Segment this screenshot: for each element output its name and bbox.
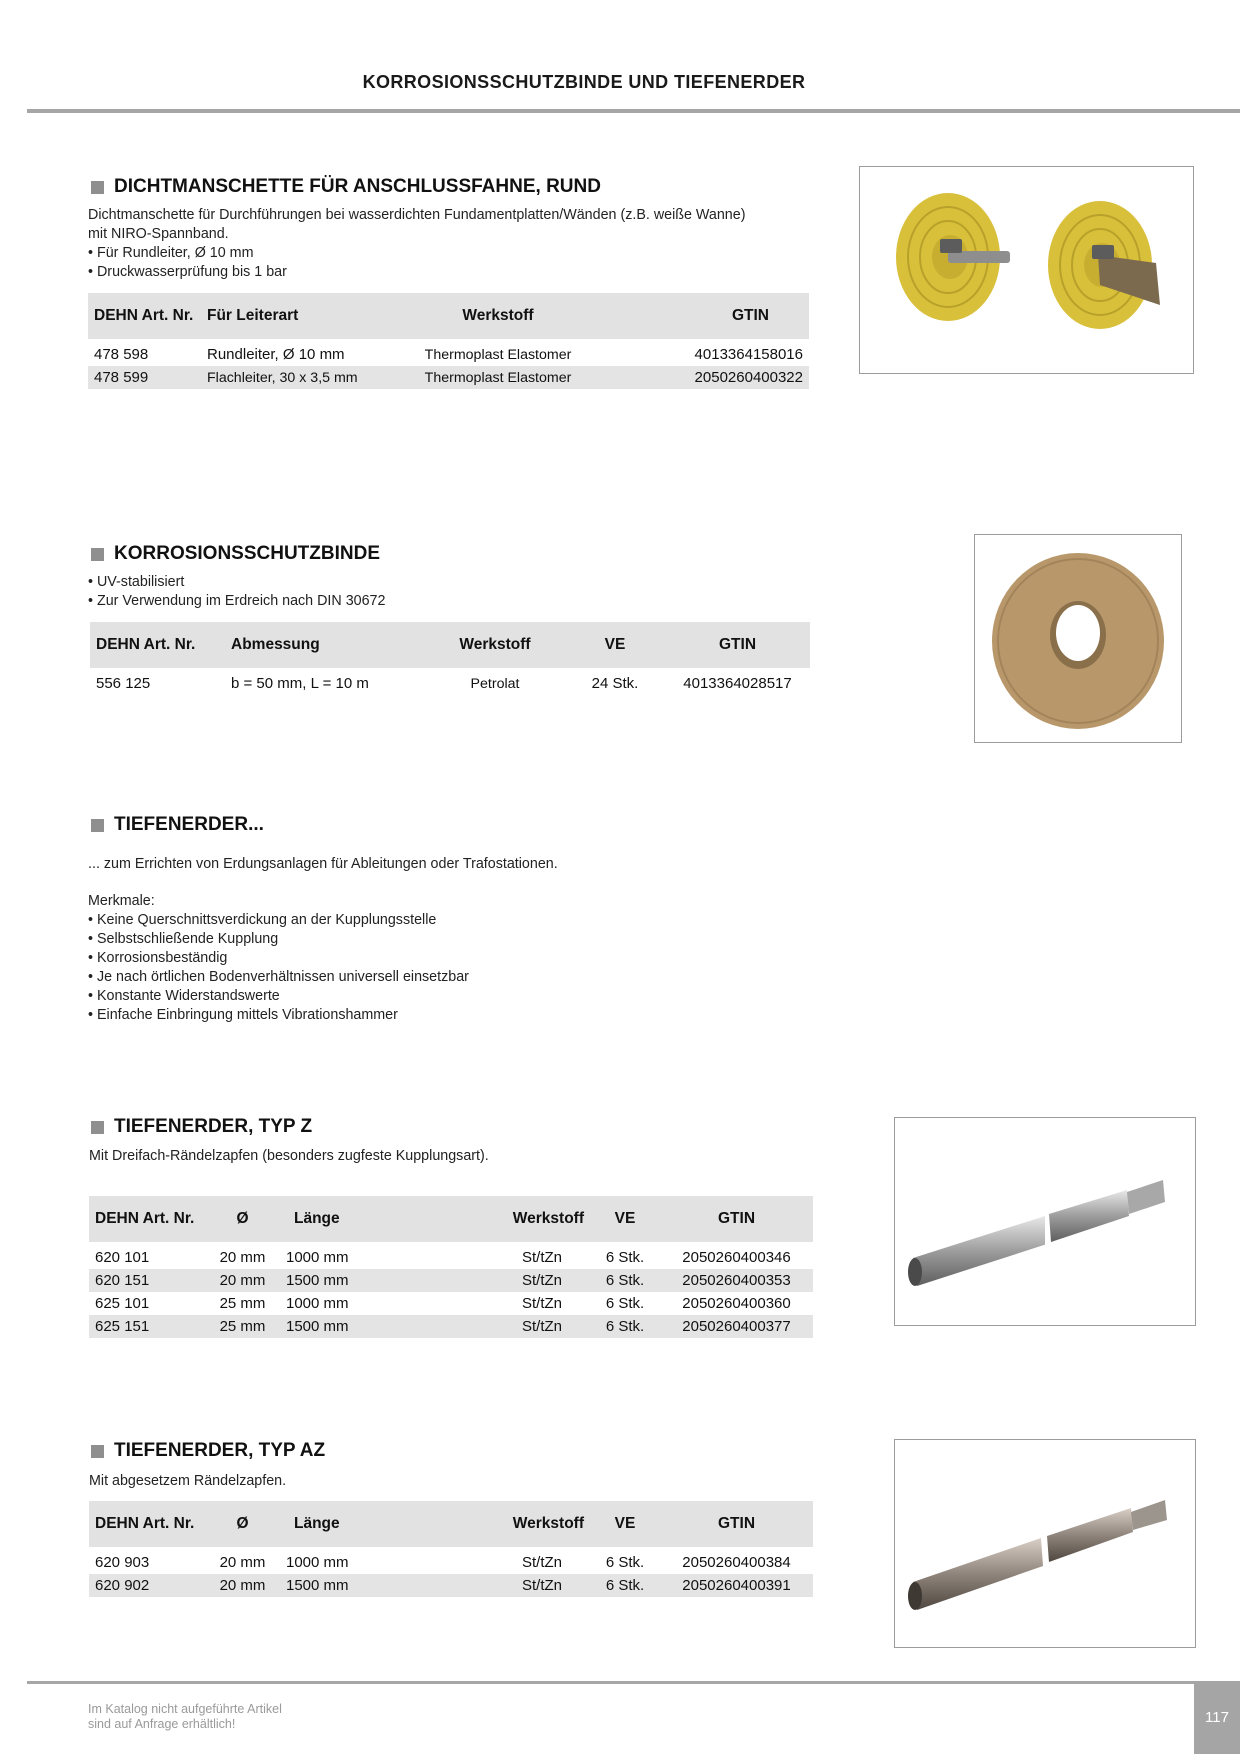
cell-art-nr: 478 599 xyxy=(94,369,149,386)
column-header: Werkstoff xyxy=(459,636,531,653)
footer-line: Im Katalog nicht aufgeführte Artikel xyxy=(88,1702,282,1716)
square-bullet-icon xyxy=(91,1121,104,1134)
cell-durchmesser: 20 mm xyxy=(219,1577,266,1594)
cell-ve: 6 Stk. xyxy=(605,1249,645,1266)
column-header: Abmessung xyxy=(231,636,320,653)
table-row xyxy=(88,366,809,389)
description-line: • Zur Verwendung im Erdreich nach DIN 30672 xyxy=(88,593,386,609)
description-line: mit NIRO-Spannband. xyxy=(88,226,229,242)
cell-werkstoff: St/tZn xyxy=(521,1295,562,1312)
table-row xyxy=(89,1242,813,1269)
earth-rod-az-illustration xyxy=(895,1440,1195,1647)
section-heading-typ-az xyxy=(91,1440,325,1462)
description-line: Dichtmanschette für Durchführungen bei wasserdichten Fundamentplatten/Wänden (z.B. weiße Wanne) xyxy=(88,207,746,223)
footer-note xyxy=(88,1702,282,1732)
feature-item: • Je nach örtlichen Bodenverhältnissen universell einsetzbar xyxy=(88,969,469,985)
cell-art-nr: 620 151 xyxy=(95,1272,150,1289)
column-header: DEHN Art. Nr. xyxy=(94,307,194,324)
cell-durchmesser: 20 mm xyxy=(219,1554,266,1571)
column-header: Ø xyxy=(236,1515,249,1532)
column-header: Werkstoff xyxy=(512,1515,584,1532)
footer-divider xyxy=(27,1681,1194,1684)
section-heading-typ-z xyxy=(91,1116,312,1138)
earth-rod-z-illustration xyxy=(895,1118,1195,1325)
cell-ve: 6 Stk. xyxy=(605,1554,645,1571)
tape-roll-illustration xyxy=(975,535,1181,742)
feature-item: • Selbstschließende Kupplung xyxy=(88,931,279,947)
cell-werkstoff: St/tZn xyxy=(521,1272,562,1289)
column-header: GTIN xyxy=(717,1210,756,1227)
column-header: VE xyxy=(604,636,626,653)
cell-art-nr: 625 101 xyxy=(95,1295,150,1312)
cell-werkstoff: St/tZn xyxy=(521,1318,562,1335)
column-header: Werkstoff xyxy=(512,1210,584,1227)
product-image-korrosionsschutzbinde xyxy=(974,534,1182,743)
cell-art-nr: 620 101 xyxy=(95,1249,150,1266)
table-header-row xyxy=(88,293,809,339)
column-header: Länge xyxy=(294,1210,340,1227)
table-row xyxy=(89,1574,813,1597)
product-table-typ-z xyxy=(89,1196,813,1338)
cell-leiterart: Flachleiter, 30 x 3,5 mm xyxy=(207,369,358,386)
square-bullet-icon xyxy=(91,181,104,194)
cell-laenge: 1500 mm xyxy=(286,1318,349,1335)
product-table-korrosionsschutzbinde xyxy=(90,622,810,695)
column-header: GTIN xyxy=(717,1515,756,1532)
cell-gtin: 2050260400360 xyxy=(682,1295,791,1312)
product-image-typ-z xyxy=(894,1117,1196,1326)
cell-laenge: 1000 mm xyxy=(286,1249,349,1266)
product-table-dichtmanschette xyxy=(88,293,809,389)
cell-ve: 6 Stk. xyxy=(605,1295,645,1312)
description-line: Mit Dreifach-Rändelzapfen (besonders zugfeste Kupplungsart). xyxy=(89,1148,489,1164)
column-header: GTIN xyxy=(731,307,769,324)
cell-durchmesser: 20 mm xyxy=(219,1249,266,1266)
cell-leiterart: Rundleiter, Ø 10 mm xyxy=(207,346,345,363)
section-description xyxy=(88,573,385,611)
table-row xyxy=(89,1269,813,1292)
cell-werkstoff: St/tZn xyxy=(521,1249,562,1266)
square-bullet-icon xyxy=(91,1445,104,1458)
section-description xyxy=(88,206,745,282)
cell-durchmesser: 25 mm xyxy=(219,1318,266,1335)
cell-art-nr: 478 598 xyxy=(94,346,149,363)
sealing-collar-illustration xyxy=(860,167,1193,373)
cell-gtin: 2050260400384 xyxy=(682,1554,791,1571)
tiefenerder-features xyxy=(88,892,469,1025)
column-header: DEHN Art. Nr. xyxy=(96,636,196,653)
section-heading-text: TIEFENERDER... xyxy=(114,814,264,835)
column-header: Werkstoff xyxy=(462,307,534,324)
cell-ve: 6 Stk. xyxy=(605,1318,645,1335)
cell-werkstoff: Petrolat xyxy=(470,675,520,692)
cell-ve: 6 Stk. xyxy=(605,1577,645,1594)
description-line: • Für Rundleiter, Ø 10 mm xyxy=(88,245,254,261)
footer-line: sind auf Anfrage erhältlich! xyxy=(88,1717,236,1731)
section-heading-tiefenerder xyxy=(91,814,264,836)
cell-laenge: 1000 mm xyxy=(286,1554,349,1571)
product-table-typ-az xyxy=(89,1501,813,1597)
section-description xyxy=(89,1472,286,1491)
table-header-row xyxy=(89,1501,813,1547)
cell-werkstoff: Thermoplast Elastomer xyxy=(424,346,572,363)
cell-werkstoff: Thermoplast Elastomer xyxy=(424,369,572,386)
seal-flat-conductor xyxy=(1048,201,1160,329)
table-row xyxy=(89,1547,813,1574)
page-title: KORROSIONSSCHUTZBINDE UND TIEFENERDER xyxy=(362,72,806,92)
square-bullet-icon xyxy=(91,548,104,561)
table-header-row xyxy=(89,1196,813,1242)
cell-gtin: 2050260400353 xyxy=(682,1272,791,1289)
cell-art-nr: 556 125 xyxy=(96,675,151,692)
intro-line: ... zum Errichten von Erdungsanlagen für Ableitungen oder Trafostationen. xyxy=(88,856,558,872)
cell-ve: 6 Stk. xyxy=(605,1272,645,1289)
header-divider xyxy=(27,109,1240,113)
cell-gtin: 2050260400322 xyxy=(694,369,803,386)
cell-laenge: 1500 mm xyxy=(286,1272,349,1289)
column-header: Ø xyxy=(236,1210,249,1227)
column-header: Länge xyxy=(294,1515,340,1532)
cell-durchmesser: 20 mm xyxy=(219,1272,266,1289)
cell-gtin: 4013364158016 xyxy=(694,346,803,363)
seal-round-conductor xyxy=(896,193,1010,321)
cell-art-nr: 620 902 xyxy=(95,1577,150,1594)
section-heading-text: TIEFENERDER, TYP AZ xyxy=(114,1440,326,1461)
cell-gtin: 4013364028517 xyxy=(683,675,792,692)
section-heading-text: KORROSIONSSCHUTZBINDE xyxy=(114,543,381,564)
section-heading-text: TIEFENERDER, TYP Z xyxy=(114,1116,313,1137)
section-heading-korrosionsschutzbinde xyxy=(91,543,380,565)
table-row xyxy=(89,1315,813,1338)
square-bullet-icon xyxy=(91,819,104,832)
cell-gtin: 2050260400377 xyxy=(682,1318,791,1335)
cell-gtin: 2050260400391 xyxy=(682,1577,791,1594)
tiefenerder-intro xyxy=(88,855,558,874)
feature-item: • Keine Querschnittsverdickung an der Kupplungsstelle xyxy=(88,912,437,928)
column-header: VE xyxy=(614,1210,636,1227)
cell-laenge: 1000 mm xyxy=(286,1295,349,1312)
column-header: GTIN xyxy=(718,636,757,653)
page-number: 117 xyxy=(1194,1681,1240,1754)
cell-werkstoff: St/tZn xyxy=(521,1554,562,1571)
features-label: Merkmale: xyxy=(88,893,155,909)
cell-durchmesser: 25 mm xyxy=(219,1295,266,1312)
cell-ve: 24 Stk. xyxy=(591,675,639,692)
column-header: DEHN Art. Nr. xyxy=(95,1210,195,1227)
feature-item: • Konstante Widerstandswerte xyxy=(88,988,280,1004)
feature-item: • Einfache Einbringung mittels Vibrationshammer xyxy=(88,1007,398,1023)
section-heading-text: DICHTMANSCHETTE FÜR ANSCHLUSSFAHNE, RUND xyxy=(114,176,601,197)
product-image-dichtmanschette xyxy=(859,166,1194,374)
description-line: Mit abgesetzem Rändelzapfen. xyxy=(89,1473,287,1489)
table-row xyxy=(90,668,810,695)
cell-abmessung: b = 50 mm, L = 10 m xyxy=(231,675,369,692)
table-row xyxy=(89,1292,813,1315)
cell-werkstoff: St/tZn xyxy=(521,1577,562,1594)
product-image-typ-az xyxy=(894,1439,1196,1648)
section-heading-dichtmanschette xyxy=(91,176,601,198)
feature-item: • Korrosionsbeständig xyxy=(88,950,228,966)
column-header: Für Leiterart xyxy=(207,307,299,324)
column-header: DEHN Art. Nr. xyxy=(95,1515,195,1532)
description-line: • Druckwasserprüfung bis 1 bar xyxy=(88,264,287,280)
table-header-row xyxy=(90,622,810,668)
cell-art-nr: 625 151 xyxy=(95,1318,150,1335)
cell-laenge: 1500 mm xyxy=(286,1577,349,1594)
cell-gtin: 2050260400346 xyxy=(682,1249,791,1266)
description-line: • UV-stabilisiert xyxy=(88,574,185,590)
section-description xyxy=(89,1147,489,1166)
table-row xyxy=(88,339,809,366)
cell-art-nr: 620 903 xyxy=(95,1554,150,1571)
column-header: VE xyxy=(614,1515,636,1532)
